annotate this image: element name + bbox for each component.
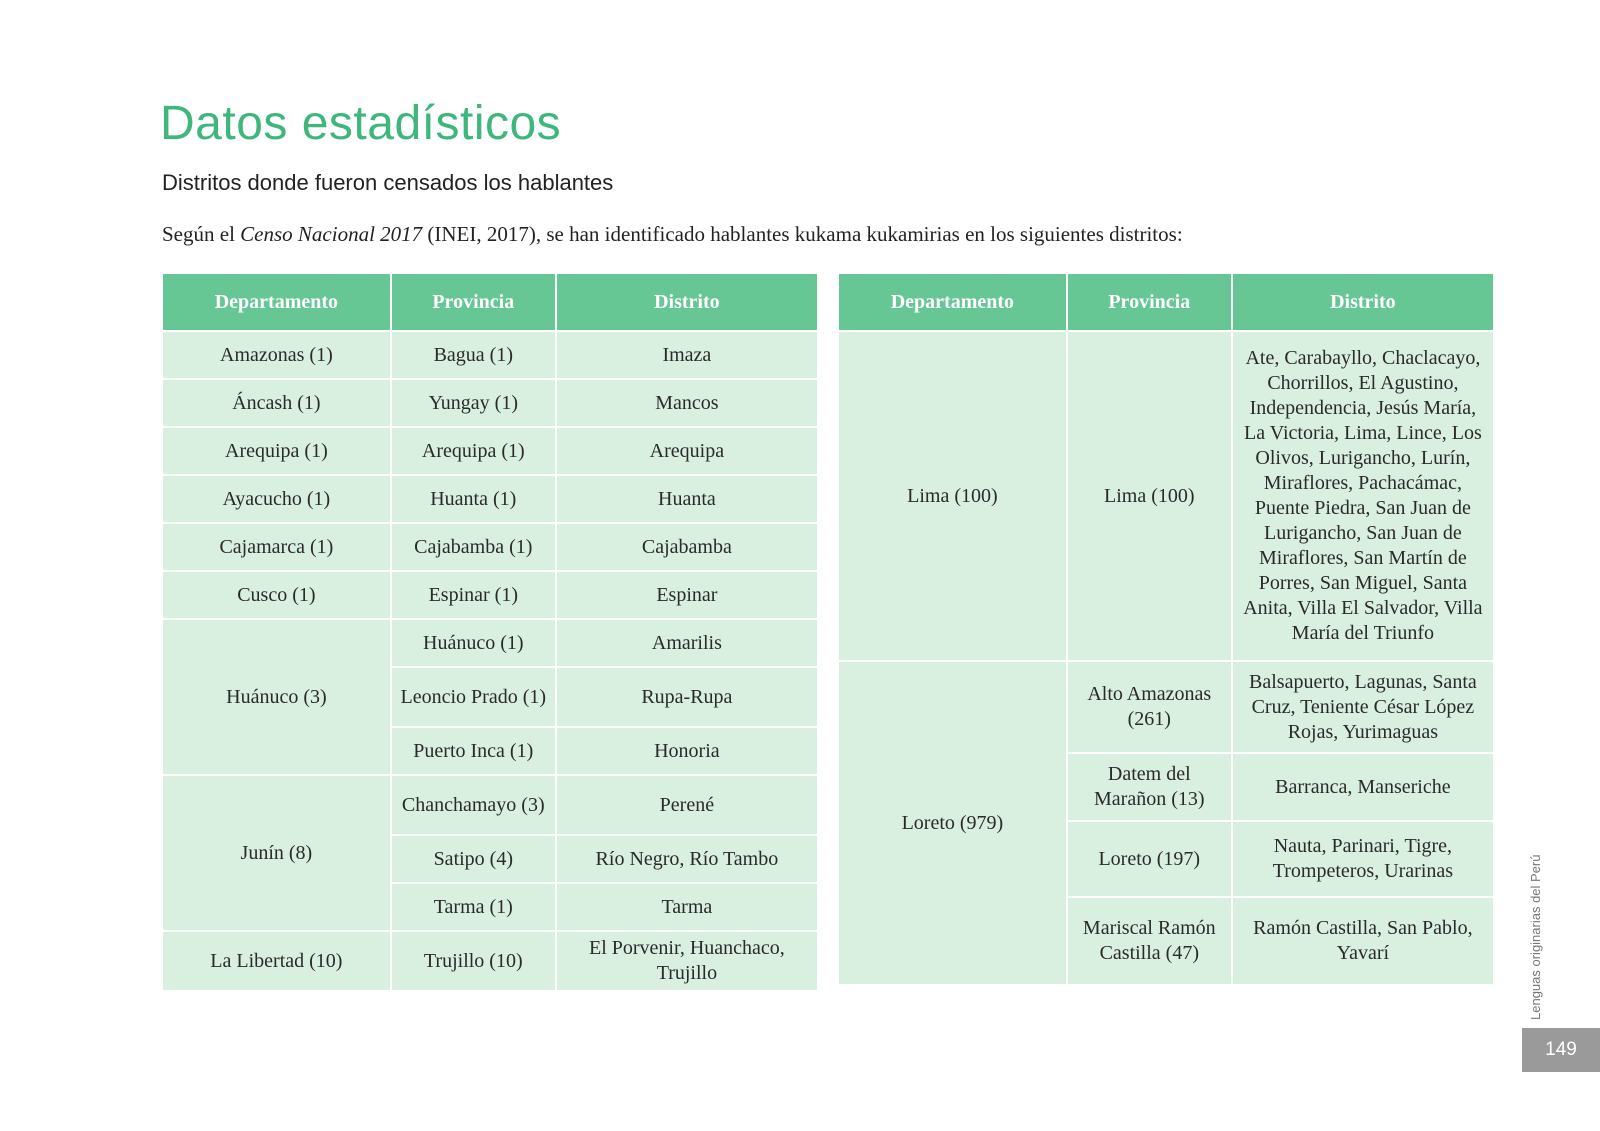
column-header: Distrito (557, 274, 817, 330)
page-title: Datos estadísticos (160, 97, 562, 150)
distrito-cell: Imaza (557, 332, 817, 378)
districts-table-right (837, 272, 1495, 986)
table-row (163, 524, 817, 570)
intro-text-start: Según el (162, 222, 241, 246)
distrito-cell: Arequipa (557, 428, 817, 474)
table-row (839, 662, 1493, 752)
table-header-row (163, 274, 817, 330)
distrito-cell: Barranca, Manseriche (1233, 754, 1493, 820)
provincia-cell: Chanchamayo (3) (392, 776, 555, 834)
provincia-cell: Leoncio Prado (1) (392, 668, 555, 726)
distrito-cell: Ramón Castilla, San Pablo, Yavarí (1233, 898, 1493, 984)
departamento-cell: Loreto (979) (839, 662, 1066, 984)
distrito-cell: Ate, Carabayllo, Chaclacayo, Chorrillos, El Agustino, Independencia, Jesús María, La Victoria, Lima, Lince, Los Olivos, Lurigancho, Lurín, Miraflores, Pachacámac, Puente Piedra, San Juan de Lurigancho, San Juan de Miraflores, San Martín de Porres, San Miguel, Santa Anita, Villa El Salvador, Villa María del Triunfo (1233, 332, 1493, 660)
distrito-cell: Balsapuerto, Lagunas, Santa Cruz, Teniente César López Rojas, Yurimaguas (1233, 662, 1493, 752)
provincia-cell: Cajabamba (1) (392, 524, 555, 570)
departamento-cell: Lima (100) (839, 332, 1066, 660)
distrito-cell: Amarilis (557, 620, 817, 666)
column-header: Provincia (1068, 274, 1231, 330)
departamento-cell: Cusco (1) (163, 572, 390, 618)
departamento-cell: Huánuco (3) (163, 620, 390, 774)
table-row (163, 428, 817, 474)
departamento-cell: La Libertad (10) (163, 932, 390, 990)
provincia-cell: Bagua (1) (392, 332, 555, 378)
table-row (163, 572, 817, 618)
provincia-cell: Alto Amazonas (261) (1068, 662, 1231, 752)
section-subtitle: Distritos donde fueron censados los hablantes (162, 170, 614, 195)
distrito-cell: Perené (557, 776, 817, 834)
provincia-cell: Trujillo (10) (392, 932, 555, 990)
column-header: Provincia (392, 274, 555, 330)
table-row (163, 776, 817, 834)
distrito-cell: Huanta (557, 476, 817, 522)
provincia-cell: Arequipa (1) (392, 428, 555, 474)
distrito-cell: Espinar (557, 572, 817, 618)
departamento-cell: Junín (8) (163, 776, 390, 930)
distrito-cell: Nauta, Parinari, Tigre, Trompeteros, Urarinas (1233, 822, 1493, 896)
table-row (163, 476, 817, 522)
intro-paragraph (162, 222, 1183, 247)
table-header-row (839, 274, 1493, 330)
departamento-cell: Cajamarca (1) (163, 524, 390, 570)
column-header: Departamento (839, 274, 1066, 330)
provincia-cell: Espinar (1) (392, 572, 555, 618)
distrito-cell: Cajabamba (557, 524, 817, 570)
table-row (163, 380, 817, 426)
distrito-cell: Tarma (557, 884, 817, 930)
departamento-cell: Amazonas (1) (163, 332, 390, 378)
districts-table-left (161, 272, 819, 992)
table-row (163, 332, 817, 378)
departamento-cell: Ayacucho (1) (163, 476, 390, 522)
column-header: Distrito (1233, 274, 1493, 330)
provincia-cell: Yungay (1) (392, 380, 555, 426)
provincia-cell: Mariscal Ramón Castilla (47) (1068, 898, 1231, 984)
table-row (839, 332, 1493, 660)
column-header: Departamento (163, 274, 390, 330)
distrito-cell: Honoria (557, 728, 817, 774)
provincia-cell: Datem del Marañon (13) (1068, 754, 1231, 820)
provincia-cell: Puerto Inca (1) (392, 728, 555, 774)
provincia-cell: Loreto (197) (1068, 822, 1231, 896)
provincia-cell: Huanta (1) (392, 476, 555, 522)
intro-census-name: Censo Nacional 2017 (240, 222, 423, 246)
distrito-cell: El Porvenir, Huanchaco, Trujillo (557, 932, 817, 990)
table-row (163, 620, 817, 666)
table-row (163, 932, 817, 990)
provincia-cell: Huánuco (1) (392, 620, 555, 666)
departamento-cell: Áncash (1) (163, 380, 390, 426)
provincia-cell: Satipo (4) (392, 836, 555, 882)
distrito-cell: Rupa-Rupa (557, 668, 817, 726)
provincia-cell: Tarma (1) (392, 884, 555, 930)
distrito-cell: Río Negro, Río Tambo (557, 836, 817, 882)
distrito-cell: Mancos (557, 380, 817, 426)
page-number: 149 (1522, 1028, 1600, 1072)
departamento-cell: Arequipa (1) (163, 428, 390, 474)
intro-text-end: (INEI, 2017), se han identificado hablantes kukama kukamirias en los siguientes distritos: (422, 222, 1183, 246)
side-running-title: Lenguas originarias del Perú (1528, 854, 1543, 1020)
provincia-cell: Lima (100) (1068, 332, 1231, 660)
